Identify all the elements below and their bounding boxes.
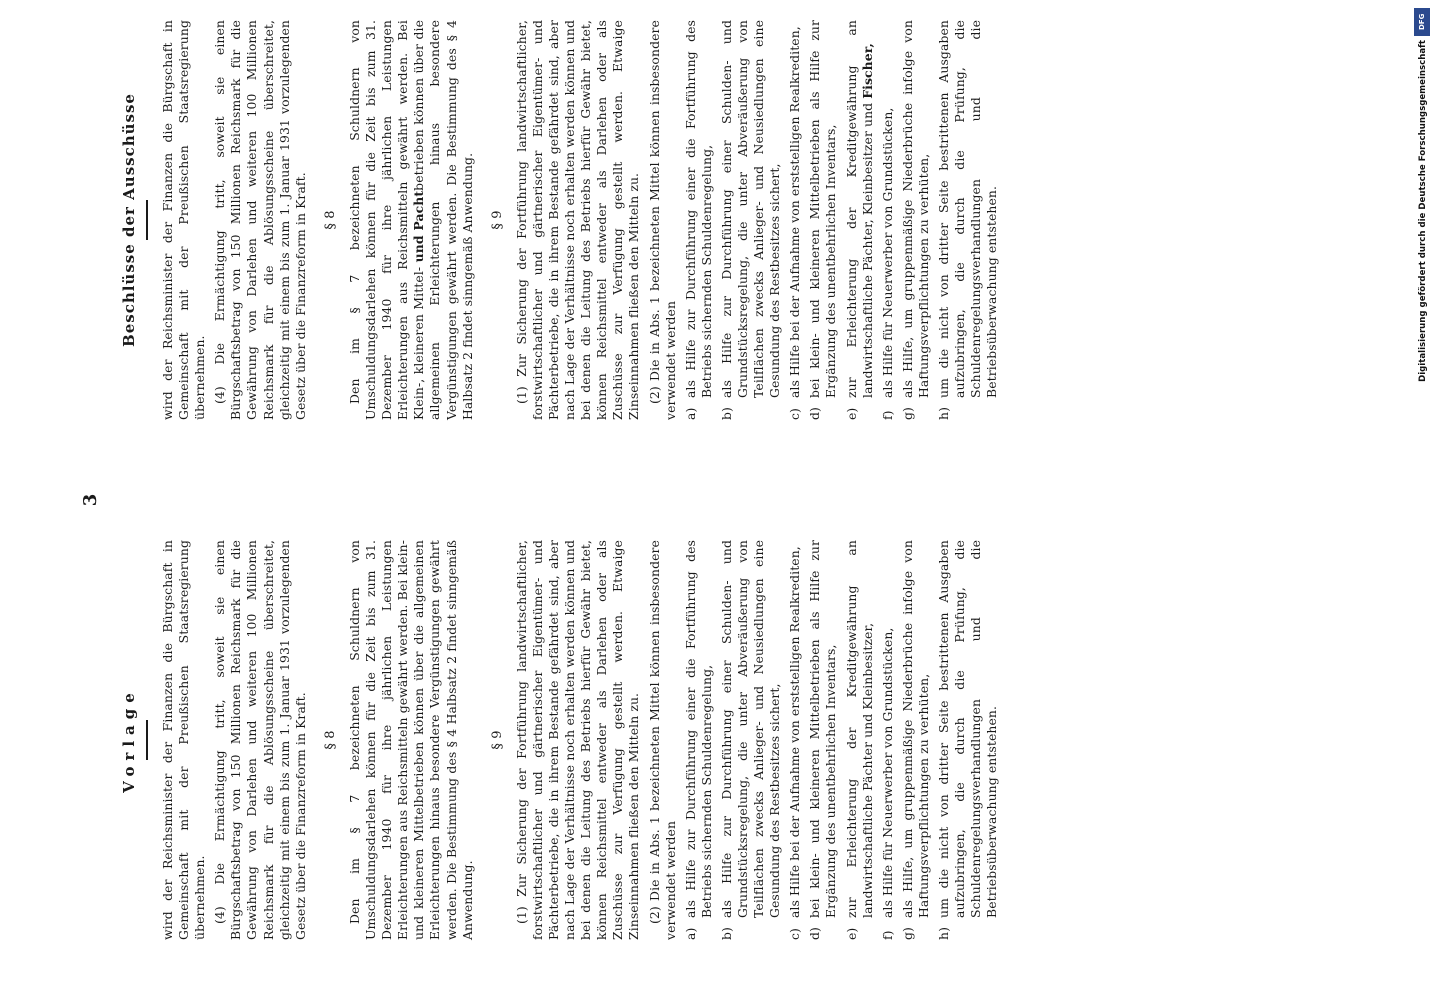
list-item: c) als Hilfe bei der Aufnahme von erststelligen Realkrediten, [787,546,803,940]
digitization-credit [1412,4,1430,444]
page-number: 3 [80,493,101,507]
column-title-text: Vorlage [120,687,138,793]
list-item: h) um die nicht von dritter Seite bestrittenen Ausgaben aufzubringen, die durch die Prüfung, die Schuldenregelungsverhandlungen und die Betriebsüberwachung entstehen. [936,540,1000,940]
amended-text: und Pacht [411,190,427,263]
column-title-text: Beschlüsse der Ausschüsse [120,93,138,347]
section-heading-8: § 8 [322,210,338,230]
section-8-text: Den im § 7 bezeichneten Schuldnern von Umschuldungsdarlehen können für die Zeit bis zum 31. Dezember 1940 für ihre jährlichen Leistungen Erleichterungen aus Reichsmitteln gewährt werden. Bei klein- und kleineren Mittelbetrieben können über die allgemeinen Erleichterungen hinaus besondere Vergünstigungen gewährt werden. Die Bestimmung des § 4 Halbsatz 2 findet sinngemäß Anwendung. [346,540,475,940]
list-item: c) als Hilfe bei der Aufnahme von erststelligen Realkrediten, [787,26,803,420]
list-item: a) als Hilfe zur Durchführung einer die Fortführung des Betriebs sichernden Schuldenregelung, [682,540,714,940]
section-heading-9: § 9 [489,210,505,230]
list-item: d) bei klein- und kleineren Mittelbetrieben als Hilfe zur Ergänzung des unentbehrlichen Inventars, [807,20,839,420]
amended-text: Fischer, [859,43,875,99]
column-beschluesse [120,20,1004,420]
section-heading-8: § 8 [322,730,338,750]
credit-text: Digitalisierung gefördert durch die Deutsche Forschungsgemeinschaft [1418,40,1428,382]
list-item: f) als Hilfe für Neuerwerber von Grundstücken, [879,107,895,420]
list-item: f) als Hilfe für Neuerwerber von Grundstücken, [879,627,895,940]
list-item: h) um die nicht von dritter Seite bestrittenen Ausgaben aufzubringen, die durch die Prüfung, die Schuldenregelungsverhandlungen und die Betriebsüberwachung entstehen. [936,20,1000,420]
list-item: e) zur Erleichterung der Kreditgewährung an landwirtschaftliche Pächter, Kleinbesitzer und Fischer, [843,20,875,420]
paragraph-4: (4) Die Ermächtigung tritt, soweit sie einen Bürgschaftsbetrag von 150 Millionen Reichsmark für die Gewährung von Darlehen und weiteren 100 Millionen Reichsmark für die Ablösungsscheine überschreitet, gleichzeitig mit einem bis zum 1. Januar 1931 vorzulegenden Gesetz über die Finanzreform in Kraft. [212,540,308,940]
column-vorlage [120,540,1004,940]
intro-text: wird der Reichsminister der Finanzen die Bürgschaft in Gemeinschaft mit der Preußischen Staatsregierung übernehmen. [160,20,208,420]
list-item: g) als Hilfe, um gruppenmäßige Niederbrüche infolge von Haftungsverpflichtungen zu verhüten, [899,540,931,940]
section-9-paragraph-1: (1) Zur Sicherung der Fortführung landwirtschaftlicher, forstwirtschaftlicher und gärtnerischer Eigentümer- und Pächterbetriebe, die in ihrem Bestande gefährdet sind, aber nach Lage der Verhältnisse noch erhalten werden können und bei denen die Leitung des Betriebs hierfür Gewähr bietet, können Reichsmittel entweder als Darlehen oder als Zuschüsse zur Verfügung gestellt werden. Etwaige Zinseinnahmen fließen den Mitteln zu. [513,540,642,940]
section-8-text: Den im § 7 bezeichneten Schuldnern von Umschuldungsdarlehen können für die Zeit bis zum 31. Dezember 1940 für ihre jährlichen Leistungen Erleichterungen aus Reichsmitteln gewährt werden. Bei Klein-, kleineren Mittel- und Pachtbetrieben können über die allgemeinen Erleichterungen hinaus besondere Vergünstigungen gewährt werden. Die Bestimmung des § 4 Halbsatz 2 findet sinngemäß Anwendung. [346,20,475,420]
section-9-paragraph-2: (2) Die in Abs. 1 bezeichneten Mittel können insbesondere verwendet werden [646,540,678,940]
list-item: a) als Hilfe zur Durchführung einer die Fortführung des Betriebs sichernden Schuldenregelung, [682,20,714,420]
list-item: d) bei klein- und kleineren Mittelbetrieben als Hilfe zur Ergänzung des unentbehrlichen Inventars, [807,540,839,940]
section-9-paragraph-2: (2) Die in Abs. 1 bezeichneten Mittel können insbesondere verwendet werden [646,20,678,420]
list-item: g) als Hilfe, um gruppenmäßige Niederbrüche infolge von Haftungsverpflichtungen zu verhüten, [899,20,931,420]
dfg-logo-icon: DFG [1414,8,1430,36]
section-heading-9: § 9 [489,730,505,750]
list-item: b) als Hilfe zur Durchführung einer Schulden- und Grundstücksregelung, die unter Abveräußerung von Teilflächen zwecks Anlieger- und Neusiedlungen eine Gesundung des Restbesitzes sichert, [718,20,783,420]
intro-text: wird der Reichsminister der Finanzen die Bürgschaft in Gemeinschaft mit der Preußischen Staatsregierung übernehmen. [160,540,208,940]
paragraph-4: (4) Die Ermächtigung tritt, soweit sie einen Bürgschaftsbetrag von 150 Millionen Reichsmark für die Gewährung von Darlehen und weiteren 100 Millionen Reichsmark für die Ablösungsscheine überschreitet, gleichzeitig mit einem bis zum 1. Januar 1931 vorzulegenden Gesetz über die Finanzreform in Kraft. [212,20,308,420]
list-item: b) als Hilfe zur Durchführung einer Schulden- und Grundstücksregelung, die unter Abveräußerung von Teilflächen zwecks Anlieger- und Neusiedlungen eine Gesundung des Restbesitzes sichert, [718,540,783,940]
list-item: e) zur Erleichterung der Kreditgewährung an landwirtschaftliche Pächter und Kleinbesitzer, [843,540,875,940]
section-9-paragraph-1: (1) Zur Sicherung der Fortführung landwirtschaftlicher, forstwirtschaftlicher und gärtnerischer Eigentümer- und Pächterbetriebe, die in ihrem Bestande gefährdet sind, aber nach Lage der Verhältnisse noch erhalten werden können und bei denen die Leitung des Betriebs hierfür Gewähr bietet, können Reichsmittel entweder als Darlehen oder als Zuschüsse zur Verfügung gestellt werden. Etwaige Zinseinnahmen fließen den Mitteln zu. [513,20,642,420]
